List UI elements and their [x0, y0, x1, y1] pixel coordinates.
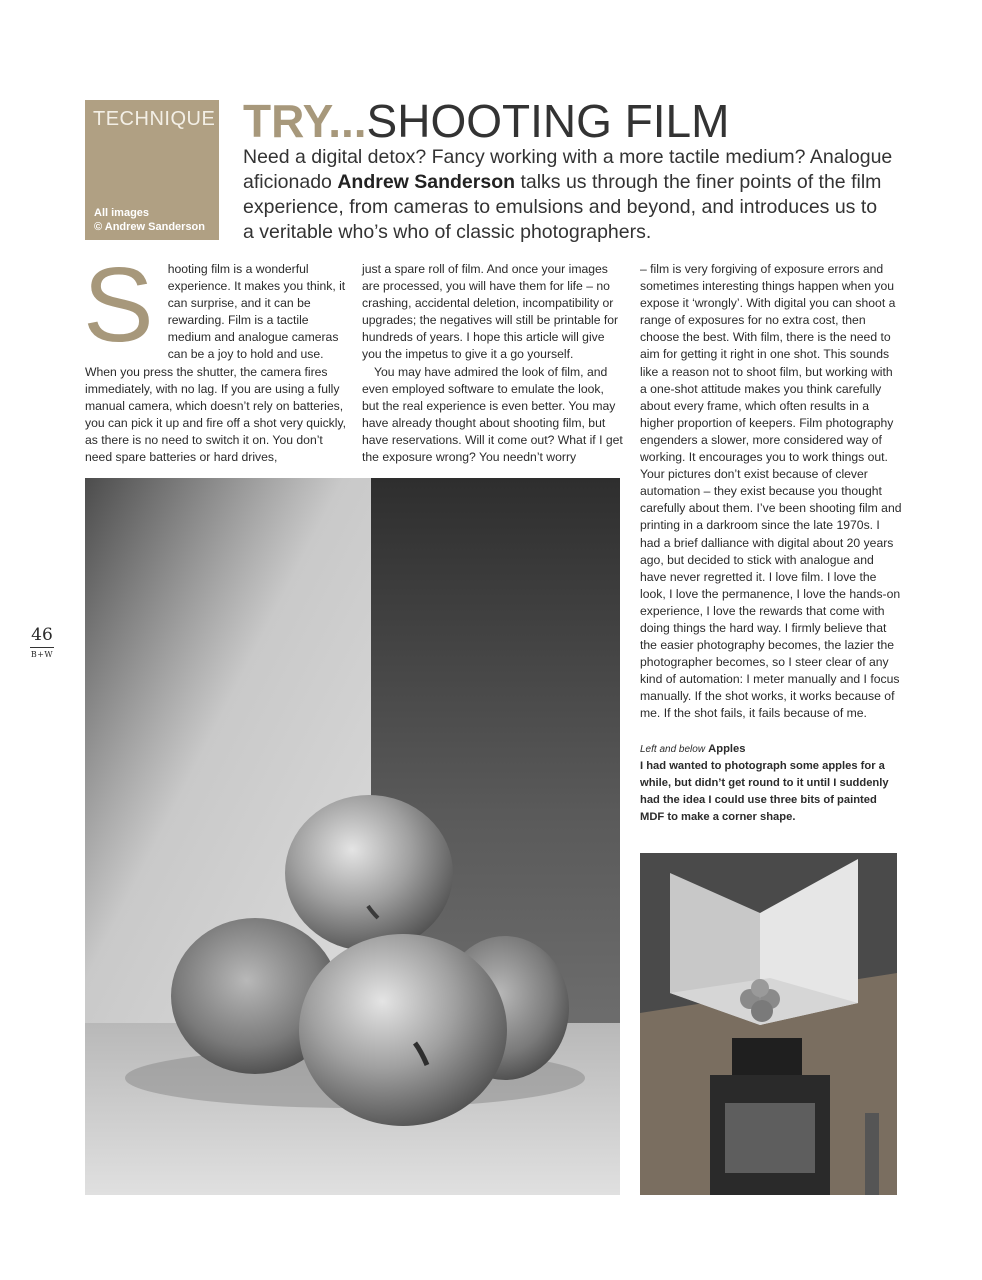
page-folio [30, 625, 54, 659]
standfirst-before: Need a digital detox? Fancy working with a more tactile medium? Analogue aficionado [243, 146, 893, 193]
photo-caption [640, 741, 902, 826]
apples-photo [85, 478, 620, 1195]
body-text-col3: – film is very forgiving of exposure errors and sometimes interesting things happen when you expose it ‘wrongly’. With digital you can shoot a range of exposures for no extra cost, then choose the best. With film, there is the need to aim for getting it right in one shot. This sounds like a reason not to shoot film, but working with a one-shot attitude makes you think carefully about every frame, which often results in a higher proportion of keepers. Film photography engenders a slower, more considered way of working. It encourages you to work things out. Your pictures don’t exist because of clever automation – they exist because you thought carefully about them. I’ve been shooting film and printing in a darkroom since the late 1970s. I had a brief dalliance with digital about 20 years ago, but decided to stick with analogue and have never regretted it. I love film. I love the look, I love the permanence, I love the hands-on experience, I love the rewards that come with doing things the hard way. I firmly believe that the easier photography becomes, the lazier the photographer becomes, so I steer clear of any kind of automation: I meter manually and I focus manually. If the shot works, it works because of me. If the shot fails, it fails because of me. [640, 262, 902, 721]
headline-prefix: TRY... [243, 95, 367, 147]
credit-line-2: © Andrew Sanderson [94, 221, 205, 233]
caption-title: Apples [708, 742, 746, 755]
page-title [243, 96, 729, 146]
author-name: Andrew Sanderson [337, 171, 516, 193]
body-text-col2-p1: just a spare roll of film. And once your images are processed, you will have them for life – no crashing, accidental deletion, incompatibility or upgrades; the negatives will still be printable for hundreds of years. I hope this article will give you the impetus to give it a go yourself. [362, 262, 619, 362]
body-column-2 [362, 261, 624, 466]
body-column-3 [640, 261, 902, 826]
standfirst [243, 145, 893, 245]
headline-title: SHOOTING FILM [366, 95, 730, 147]
section-label: TECHNIQUE [93, 108, 216, 130]
credit-line-1: All images [94, 207, 150, 219]
body-column-1 [83, 246, 347, 466]
standfirst-after: talks us through the finer points of the film experience, from cameras to emulsions and beyond, and introduces us to a veritable who’s who of classic photographers. [243, 171, 882, 243]
caption-label: Left and below [640, 743, 706, 755]
magazine-mark: B+W [30, 650, 54, 659]
drop-cap: S [83, 246, 154, 364]
photo-credit [94, 206, 205, 234]
caption-text: I had wanted to photograph some apples for a while, but didn’t get round to it until I suddenly had the idea I could use three bits of painted MDF to make a corner shape. [640, 759, 889, 823]
section-tag [85, 100, 219, 240]
setup-photo [640, 853, 897, 1195]
body-text-col1: hooting film is a wonderful experience. It makes you think, it can surprise, and it can be rewarding. Film is a tactile medium and analogue cameras can be a joy to hold and use. When you press the shutter, the camera fires immediately, with no lag. If you are using a fully manual camera, which doesn’t rely on batteries, you can pick it up and fire off a shot very quickly, as there is no need to switch it on. You don’t need spare batteries or hard drives, [85, 262, 347, 465]
body-text-col2-p2: You may have admired the look of film, and even employed software to emulate the look, but the real experience is even better. You may have already thought about shooting film, but have reservations. Will it come out? What if I get the exposure wrong? You needn’t worry [362, 364, 623, 465]
page-number: 46 [30, 625, 54, 648]
